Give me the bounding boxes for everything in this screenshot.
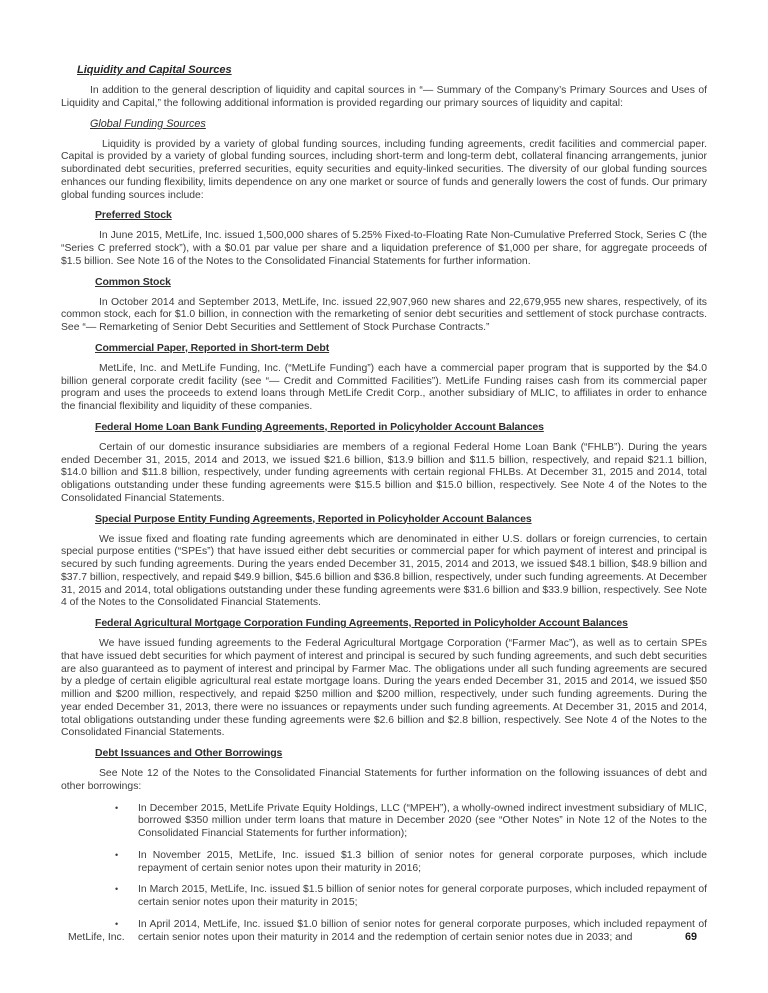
subsection-heading: Federal Home Loan Bank Funding Agreements, Reported in Policyholder Account Balances	[95, 420, 544, 433]
subsection-heading: Commercial Paper, Reported in Short-term Debt	[95, 341, 330, 354]
subsection-heading: Debt Issuances and Other Borrowings	[95, 747, 283, 759]
footer-page-number: 69	[684, 931, 697, 943]
subsection-paragraph: We have issued funding agreements to the Federal Agricultural Mortgage Corporation (“Farmer Mac”), as well as to certain SPEs that have issued debt securities for which payment of interest and principal is secured by such funding agreements, and such debt securities are also guaranteed as to payment of interest and principal by Farmer Mac. The obligations under all such funding agreements are secured by a pledge of certain eligible agricultural real estate mortgage loans. During the years ended December 31, 2015 and 2014, we issued $50 million and $200 million, respectively, and repaid $250 million and $200 million, respectively, under such funding agreements. During the year ended December 31, 2013, there were no issuances or repayments under such funding agreements. At December 31, 2015 and 2014, total obligations outstanding under these funding agreements were $2.6 billion and $2.8 billion, respectively. See Note 4 of the Notes to the Consolidated Financial Statements.	[61, 638, 707, 739]
subsection-common-stock	[61, 276, 707, 335]
subsection-heading: Federal Agricultural Mortgage Corporation Funding Agreements, Reported in Policyholder Account Balances	[95, 617, 628, 629]
subsection-paragraph: MetLife, Inc. and MetLife Funding, Inc. (“MetLife Funding”) each have a commercial paper program that is supported by the $4.0 billion general corporate credit facility (see “— Credit and Committed Facilities”). MetLife Funding raises cash from its commercial paper program and uses the proceeds to extend loans through MetLife Credit Corp., another subsidiary of MLIC, to affiliates in order to enhance the financial flexibility and liquidity of these companies.	[61, 362, 707, 412]
subsection-farmer-mac-funding-agreements	[61, 617, 707, 740]
subsection-heading: Preferred Stock	[95, 209, 172, 222]
bullet-icon: •	[115, 884, 119, 895]
bullet-icon: •	[115, 802, 119, 813]
intro-paragraph: In addition to the general description of liquidity and capital sources in “— Summary of the Company’s Primary Sources and Uses of Liquidity and Capital,” the following additional information is provided regarding our primary sources of liquidity and capital:	[61, 85, 707, 109]
bullet-list	[61, 803, 707, 945]
bullet-item	[61, 884, 707, 910]
bullet-icon: •	[115, 849, 119, 860]
subsection-paragraph: We issue fixed and floating rate funding agreements which are denominated in either U.S. dollars or foreign currencies, to certain special purpose entities (“SPEs”) that have issued either debt securities or commercial paper for which payment of interest and principal is secured by such funding agreements. During the years ended December 31, 2015, 2014 and 2013, we issued $48.1 billion, $48.9 billion and $37.7 billion, respectively, and repaid $49.9 billion, $45.6 billion and $36.8 billion, respectively, under such funding agreements. At December 31, 2015 and 2014, total obligations outstanding under these funding agreements were $31.6 billion and $33.9 billion, respectively. See Note 4 of the Notes to the Consolidated Financial Statements.	[61, 533, 707, 609]
bullet-text: In December 2015, MetLife Private Equity Holdings, LLC (“MPEH”), a wholly-owned indirect investment subsidiary of MLIC, borrowed $350 million under term loans that mature in December 2020 (see “Other Notes” in Note 12 of the Notes to the Consolidated Financial Statements for further information);	[138, 802, 707, 839]
bullet-item	[61, 850, 707, 876]
footer-company: MetLife, Inc.	[68, 932, 125, 943]
bullet-item	[61, 803, 707, 841]
subsection-heading: Special Purpose Entity Funding Agreements, Reported in Policyholder Account Balances	[95, 512, 532, 525]
subsection-spe-funding-agreements	[61, 513, 707, 611]
subsection-debt-issuances	[61, 747, 707, 944]
page-footer	[68, 931, 697, 943]
subsection-fhlb-funding-agreements	[61, 421, 707, 506]
subsection-heading: Common Stock	[95, 275, 171, 288]
subsection-paragraph: Certain of our domestic insurance subsidiaries are members of a regional Federal Home Loan Bank (“FHLB”). During the years ended December 31, 2015, 2014 and 2013, we issued $21.6 billion, $13.9 billion and $11.5 billion, respectively, and repaid $21.1 billion, $14.0 billion and $11.8 billion, respectively, under funding agreements with certain regional FHLBs. At December 31, 2015 and 2014, total obligations outstanding under these funding agreements were $15.5 billion and $15.0 billion, respectively. See Note 4 of the Notes to the Consolidated Financial Statements.	[61, 441, 707, 504]
bullet-text: In April 2014, MetLife, Inc. issued $1.0 billion of senior notes for general corporate purposes, which included repayment of certain senior notes upon their maturity in 2014 and the redemption of certain senior notes due in 2033; and	[138, 918, 707, 943]
bullet-icon: •	[115, 918, 119, 929]
subsection-preferred-stock	[61, 209, 707, 268]
subsection-paragraph: See Note 12 of the Notes to the Consolidated Financial Statements for further information on the following issuances of debt and other borrowings:	[61, 768, 707, 792]
section-title: Liquidity and Capital Sources	[77, 64, 232, 76]
group-heading-global-funding-sources: Global Funding Sources	[90, 117, 206, 130]
subsection-paragraph: In October 2014 and September 2013, MetLife, Inc. issued 22,907,960 new shares and 22,679,955 new shares, respectively, of its common stock, each for $1.0 billion, in connection with the remarketing of senior debt securities and settlement of stock purchase contracts. See “— Remarketing of Senior Debt Securities and Settlement of Stock Purchase Contracts.”	[61, 296, 707, 333]
bullet-text: In March 2015, MetLife, Inc. issued $1.5 billion of senior notes for general corporate purposes, which included repayment of certain senior notes upon their maturity in 2015;	[138, 884, 707, 908]
subsection-paragraph: In June 2015, MetLife, Inc. issued 1,500,000 shares of 5.25% Fixed-to-Floating Rate Non-Cumulative Preferred Stock, Series C (the “Series C preferred stock”), with a $0.01 par value per share and a liquidation preference of $1,000 per share, for aggregate proceeds of $1.5 billion. See Note 16 of the Notes to the Consolidated Financial Statements for further information.	[61, 230, 707, 267]
subsection-commercial-paper	[61, 342, 707, 414]
group-intro-paragraph: Liquidity is provided by a variety of global funding sources, including funding agreements, credit facilities and commercial paper. Capital is provided by a variety of global funding sources, including short-term and long-term debt, collateral financing arrangements, junior subordinated debt securities, preferred securities, equity securities and equity-linked securities. The diversity of our global funding sources enhances our funding flexibility, limits dependence on any one market or source of funds and generally lowers the cost of funds. Our primary global funding sources include:	[61, 138, 707, 201]
bullet-text: In November 2015, MetLife, Inc. issued $1.3 billion of senior notes for general corporate purposes, which include repayment of certain senior notes upon their maturity in 2016;	[138, 849, 707, 874]
